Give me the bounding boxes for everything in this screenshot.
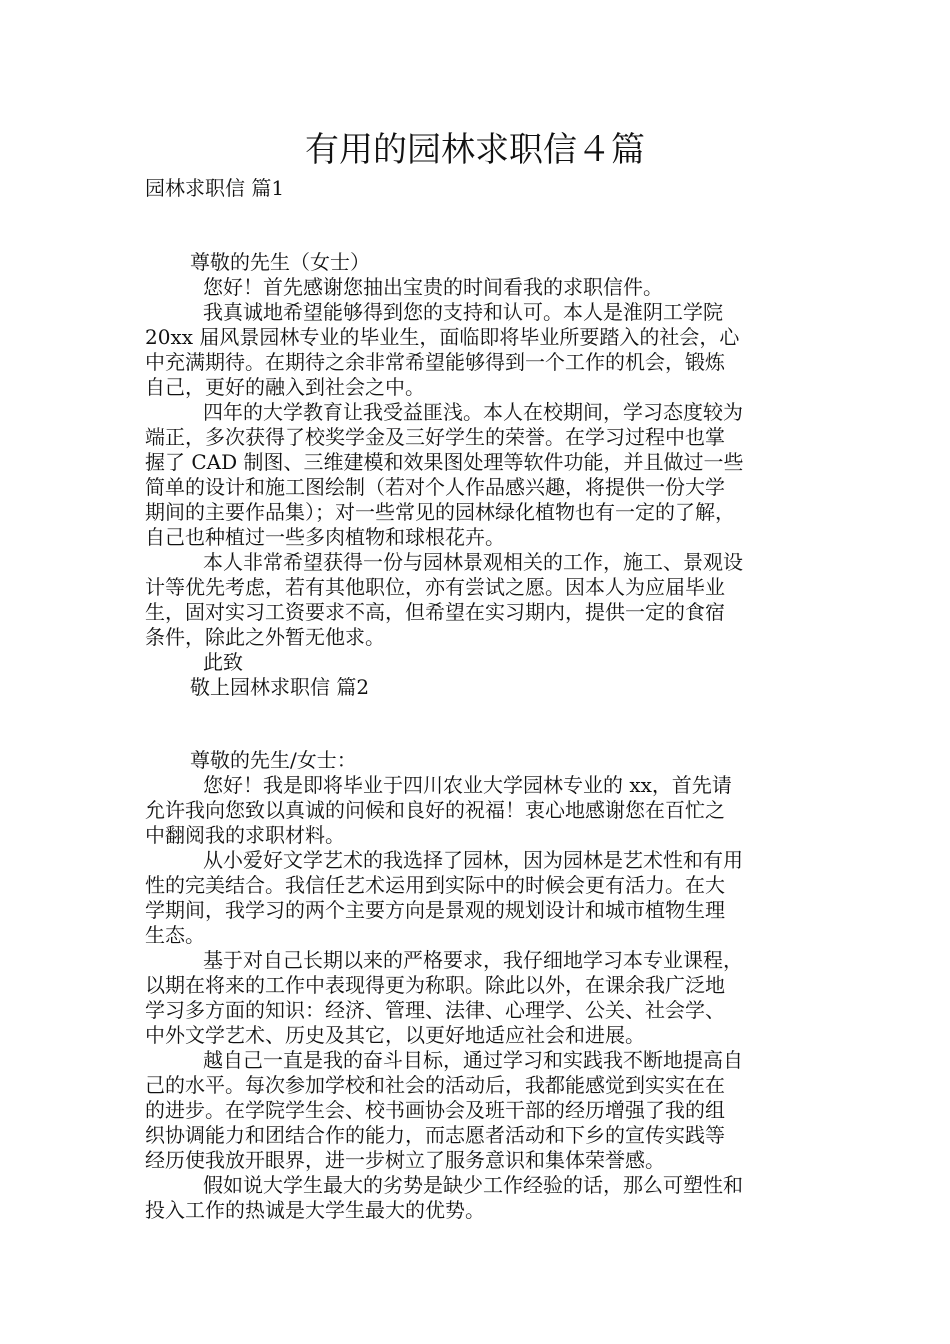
paragraph-line: 的进步。在学院学生会、校书画协会及班干部的经历增强了我的组	[145, 1098, 725, 1122]
paragraph-line: 生，固对实习工资要求不高，但希望在实习期内，提供一定的食宿	[145, 600, 725, 624]
paragraph-line: 己的水平。每次参加学校和社会的活动后，我都能感觉到实实在在	[145, 1073, 725, 1097]
section-heading: 敬上园林求职信 篇2	[190, 675, 370, 699]
paragraph-line: 假如说大学生最大的劣势是缺少工作经验的话，那么可塑性和	[203, 1173, 743, 1197]
paragraph-line: 经历使我放开眼界，进一步树立了服务意识和集体荣誉感。	[145, 1148, 665, 1172]
document-title: 有用的园林求职信４篇	[305, 130, 645, 170]
paragraph-line: 中翻阅我的求职材料。	[145, 823, 345, 847]
closing-line: 此致	[203, 650, 243, 674]
paragraph-line: 投入工作的热诚是大学生最大的优势。	[145, 1198, 485, 1222]
paragraph-line: 织协调能力和团结合作的能力，而志愿者活动和下乡的宣传实践等	[145, 1123, 725, 1147]
paragraph-line: 计等优先考虑，若有其他职位，亦有尝试之愿。因本人为应届毕业	[145, 575, 725, 599]
paragraph-line: 自己，更好的融入到社会之中。	[145, 375, 425, 399]
paragraph-line: 性的完美结合。我信任艺术运用到实际中的时候会更有活力。在大	[145, 873, 725, 897]
paragraph-line: 越自己一直是我的奋斗目标，通过学习和实践我不断地提高自	[203, 1048, 743, 1072]
salutation: 尊敬的先生/女士：	[190, 748, 357, 772]
paragraph-line: 中外文学艺术、历史及其它，以更好地适应社会和进展。	[145, 1023, 645, 1047]
paragraph-line: 握了 CAD 制图、三维建模和效果图处理等软件功能，并且做过一些	[145, 450, 744, 474]
paragraph-line: 期间的主要作品集）；对一些常见的园林绿化植物也有一定的了解，	[145, 500, 735, 524]
paragraph-line: 20xx 届风景园林专业的毕业生，面临即将毕业所要踏入的社会，心	[145, 325, 740, 349]
paragraph-line: 我真诚地希望能够得到您的支持和认可。本人是淮阴工学院	[203, 300, 723, 324]
paragraph-line: 学期间，我学习的两个主要方向是景观的规划设计和城市植物生理	[145, 898, 725, 922]
paragraph-line: 条件，除此之外暂无他求。	[145, 625, 385, 649]
paragraph-line: 基于对自己长期以来的严格要求，我仔细地学习本专业课程，	[203, 948, 743, 972]
paragraph-line: 您好！首先感谢您抽出宝贵的时间看我的求职信件。	[203, 275, 663, 299]
paragraph-line: 简单的设计和施工图绘制（若对个人作品感兴趣，将提供一份大学	[145, 475, 725, 499]
paragraph-line: 从小爱好文学艺术的我选择了园林，因为园林是艺术性和有用	[203, 848, 743, 872]
paragraph-line: 学习多方面的知识：经济、管理、法律、心理学、公关、社会学、	[145, 998, 725, 1022]
paragraph-line: 自己也种植过一些多肉植物和球根花卉。	[145, 525, 505, 549]
paragraph-line: 您好！我是即将毕业于四川农业大学园林专业的 xx，首先请	[203, 773, 732, 797]
paragraph-line: 允许我向您致以真诚的问候和良好的祝福！衷心地感谢您在百忙之	[145, 798, 725, 822]
paragraph-line: 中充满期待。在期待之余非常希望能够得到一个工作的机会，锻炼	[145, 350, 725, 374]
paragraph-line: 生态。	[145, 923, 205, 947]
paragraph-line: 端正，多次获得了校奖学金及三好学生的荣誉。在学习过程中也掌	[145, 425, 725, 449]
section-heading: 园林求职信 篇1	[145, 176, 285, 200]
paragraph-line: 以期在将来的工作中表现得更为称职。除此以外，在课余我广泛地	[145, 973, 725, 997]
salutation: 尊敬的先生（女士）	[190, 250, 370, 274]
paragraph-line: 本人非常希望获得一份与园林景观相关的工作，施工、景观设	[203, 550, 743, 574]
paragraph-line: 四年的大学教育让我受益匪浅。本人在校期间，学习态度较为	[203, 400, 743, 424]
